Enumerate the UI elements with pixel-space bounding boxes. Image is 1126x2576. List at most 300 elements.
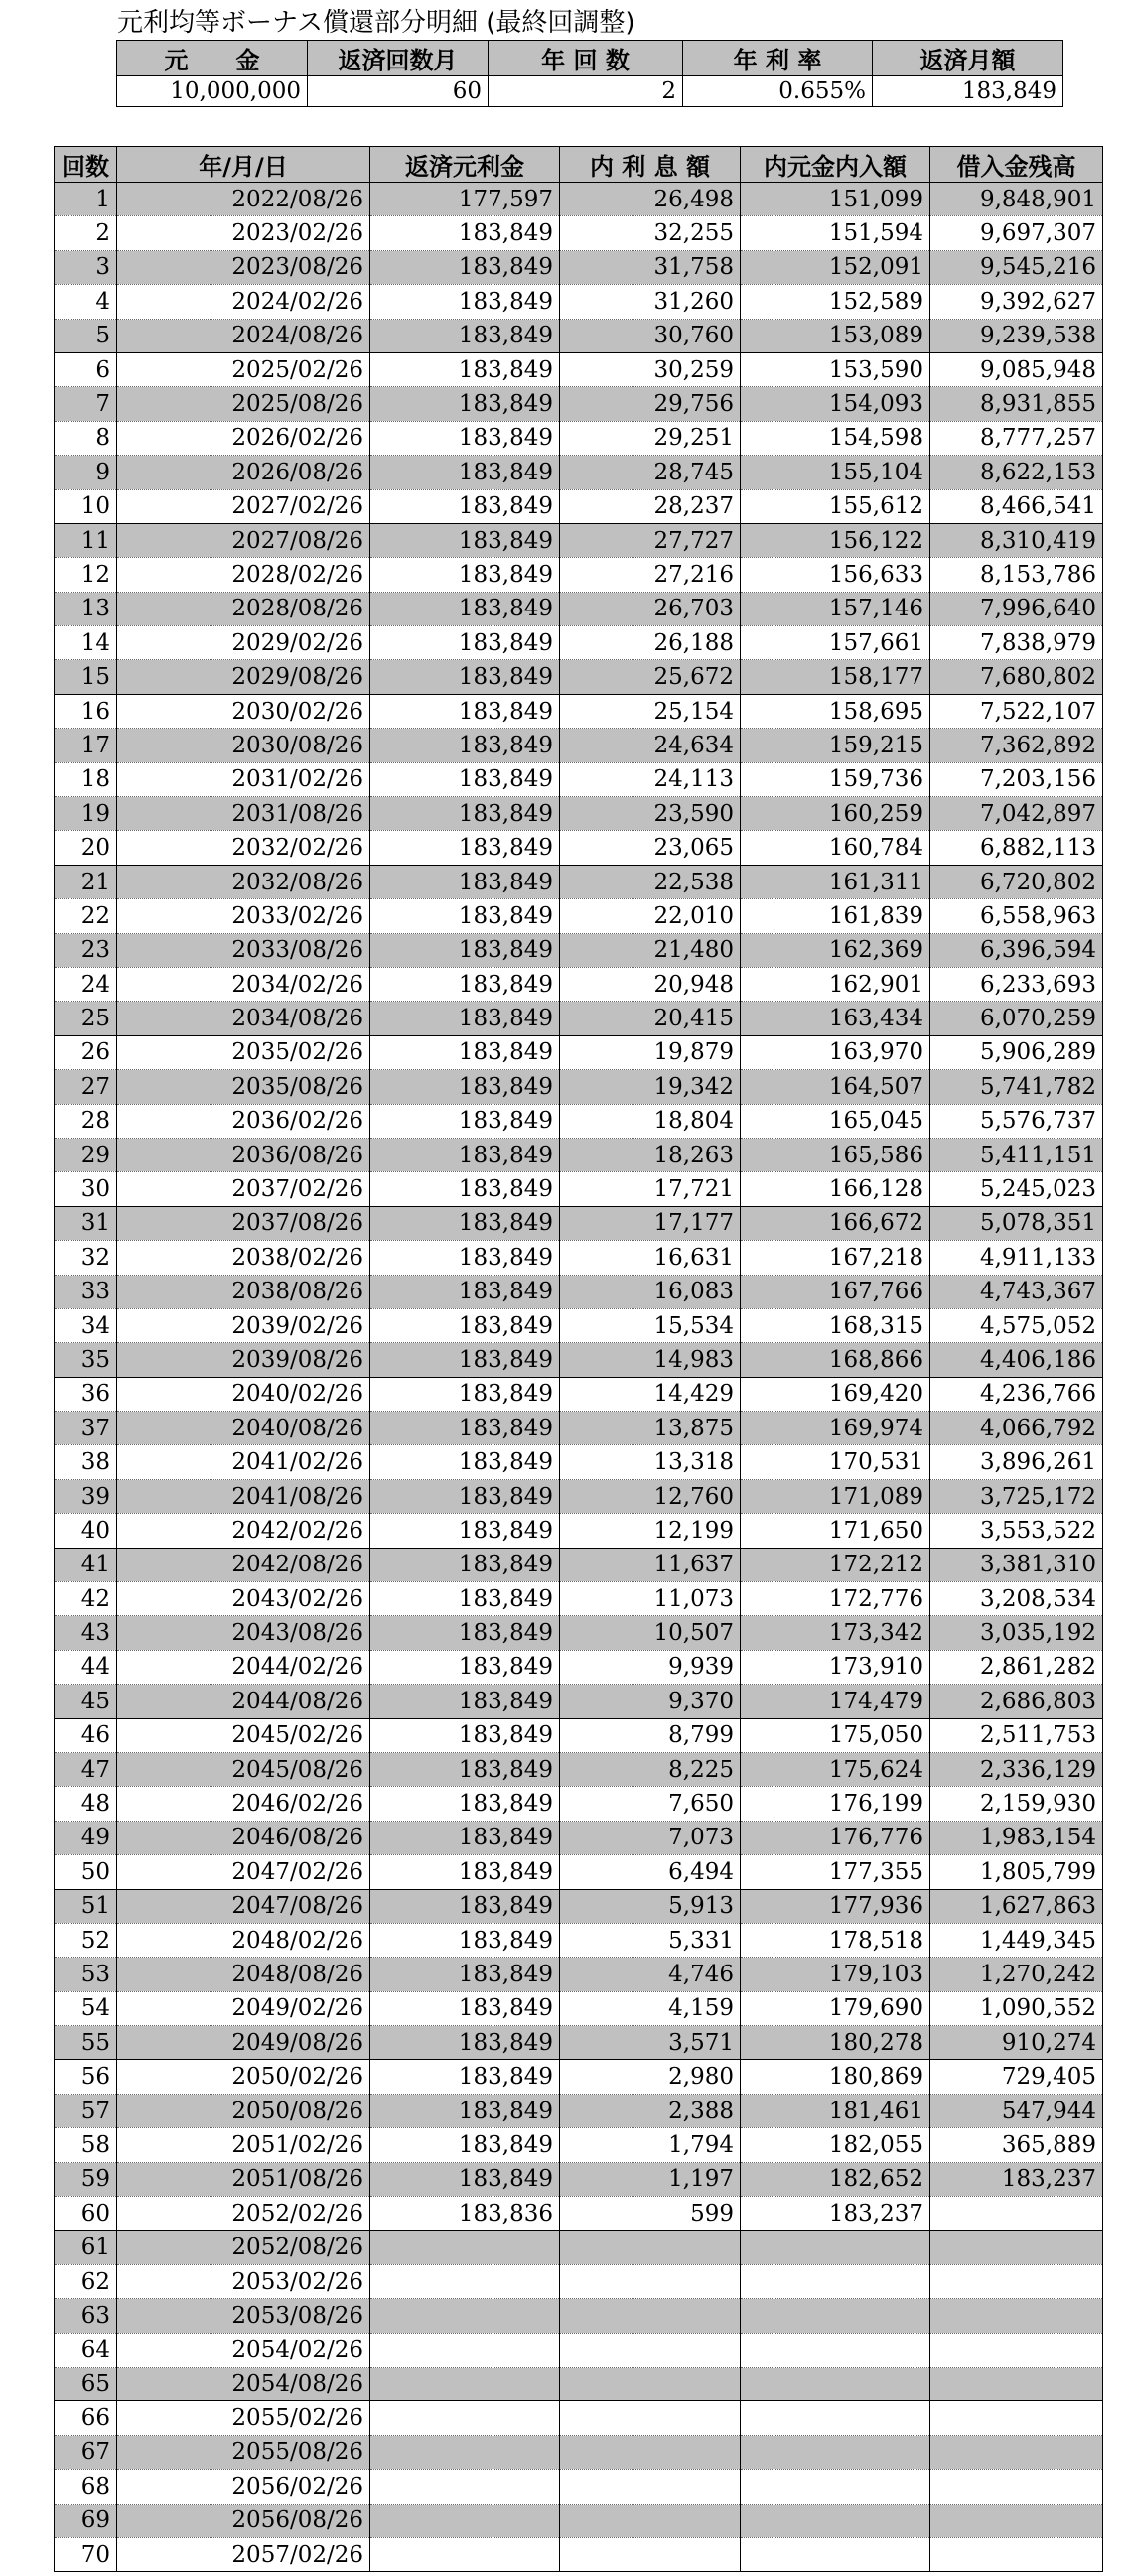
row-date: 2031/08/26 <box>117 797 370 831</box>
row-payment: 183,849 <box>370 729 560 762</box>
row-date: 2038/02/26 <box>117 1241 370 1275</box>
row-principal: 176,776 <box>741 1821 930 1854</box>
table-row <box>55 250 1103 284</box>
row-balance: 2,159,930 <box>930 1787 1103 1821</box>
row-payment: 183,849 <box>370 1275 560 1308</box>
row-balance: 365,889 <box>930 2128 1103 2162</box>
row-payment <box>370 2401 560 2435</box>
summary-header-payment: 返済月額 <box>873 41 1063 76</box>
table-row <box>55 1616 1103 1650</box>
row-interest <box>560 2470 741 2504</box>
table-row <box>55 2299 1103 2333</box>
row-payment: 183,849 <box>370 2162 560 2196</box>
row-balance: 6,070,259 <box>930 1002 1103 1035</box>
row-date: 2044/08/26 <box>117 1685 370 1718</box>
table-row <box>55 2231 1103 2264</box>
row-balance: 1,805,799 <box>930 1855 1103 1889</box>
row-number: 46 <box>55 1718 117 1752</box>
row-principal: 162,369 <box>741 933 930 967</box>
row-interest: 6,494 <box>560 1855 741 1889</box>
row-balance: 4,575,052 <box>930 1308 1103 1342</box>
row-balance: 4,743,367 <box>930 1275 1103 1308</box>
table-row <box>55 1787 1103 1821</box>
summary-header-principal: 元 金 <box>117 41 308 76</box>
row-balance: 183,237 <box>930 2162 1103 2196</box>
row-balance: 7,680,802 <box>930 660 1103 694</box>
row-balance: 6,558,963 <box>930 899 1103 933</box>
row-date: 2024/08/26 <box>117 319 370 352</box>
row-balance <box>930 2368 1103 2401</box>
row-interest: 23,590 <box>560 797 741 831</box>
row-number: 3 <box>55 250 117 284</box>
row-principal: 161,311 <box>741 865 930 898</box>
row-principal: 182,652 <box>741 2162 930 2196</box>
row-principal <box>741 2333 930 2367</box>
row-balance: 4,406,186 <box>930 1343 1103 1377</box>
row-payment: 183,849 <box>370 1377 560 1411</box>
row-balance: 1,270,242 <box>930 1958 1103 1991</box>
row-balance: 4,911,133 <box>930 1241 1103 1275</box>
row-payment: 183,836 <box>370 2197 560 2231</box>
row-principal <box>741 2435 930 2469</box>
row-principal: 162,901 <box>741 967 930 1001</box>
table-row <box>55 2060 1103 2094</box>
row-date: 2039/02/26 <box>117 1308 370 1342</box>
row-date: 2025/08/26 <box>117 387 370 421</box>
table-row <box>55 2162 1103 2196</box>
row-principal: 154,093 <box>741 387 930 421</box>
row-balance <box>930 2435 1103 2469</box>
row-principal: 179,690 <box>741 1991 930 2025</box>
table-row <box>55 1821 1103 1854</box>
row-number: 32 <box>55 1241 117 1275</box>
row-interest: 4,159 <box>560 1991 741 2025</box>
row-date: 2039/08/26 <box>117 1343 370 1377</box>
row-balance: 4,236,766 <box>930 1377 1103 1411</box>
row-payment: 183,849 <box>370 933 560 967</box>
row-payment: 183,849 <box>370 1821 560 1854</box>
row-principal: 158,177 <box>741 660 930 694</box>
row-principal: 155,104 <box>741 456 930 489</box>
row-interest: 2,980 <box>560 2060 741 2094</box>
row-principal <box>741 2264 930 2298</box>
row-date: 2055/08/26 <box>117 2435 370 2469</box>
row-date: 2044/02/26 <box>117 1650 370 1684</box>
row-payment: 183,849 <box>370 387 560 421</box>
row-number: 24 <box>55 967 117 1001</box>
table-row <box>55 1275 1103 1308</box>
row-date: 2042/02/26 <box>117 1514 370 1548</box>
row-balance: 5,411,151 <box>930 1138 1103 1171</box>
header-payment: 返済元利金 <box>370 147 560 183</box>
row-principal: 167,218 <box>741 1241 930 1275</box>
row-payment: 183,849 <box>370 1650 560 1684</box>
table-row <box>55 729 1103 762</box>
row-number: 44 <box>55 1650 117 1684</box>
row-payment: 183,849 <box>370 1070 560 1104</box>
row-balance: 7,203,156 <box>930 762 1103 796</box>
table-row <box>55 1958 1103 1991</box>
row-interest: 24,113 <box>560 762 741 796</box>
row-principal <box>741 2231 930 2264</box>
row-number: 7 <box>55 387 117 421</box>
row-balance: 547,944 <box>930 2094 1103 2127</box>
row-interest: 31,260 <box>560 285 741 319</box>
summary-count: 60 <box>308 76 489 107</box>
table-row <box>55 1343 1103 1377</box>
row-number: 69 <box>55 2504 117 2537</box>
row-number: 29 <box>55 1138 117 1171</box>
table-row <box>55 2026 1103 2060</box>
row-date: 2029/02/26 <box>117 626 370 660</box>
row-date: 2026/08/26 <box>117 456 370 489</box>
table-row <box>55 660 1103 694</box>
row-interest: 1,794 <box>560 2128 741 2162</box>
row-interest: 4,746 <box>560 1958 741 1991</box>
row-balance: 5,741,782 <box>930 1070 1103 1104</box>
row-payment <box>370 2264 560 2298</box>
summary-payment: 183,849 <box>873 76 1063 107</box>
row-balance: 6,396,594 <box>930 933 1103 967</box>
summary-value-row <box>117 76 1063 107</box>
row-interest: 18,804 <box>560 1104 741 1138</box>
row-principal: 165,045 <box>741 1104 930 1138</box>
row-date: 2049/08/26 <box>117 2026 370 2060</box>
row-principal: 173,342 <box>741 1616 930 1650</box>
row-balance: 8,153,786 <box>930 558 1103 592</box>
row-date: 2036/02/26 <box>117 1104 370 1138</box>
row-balance <box>930 2537 1103 2571</box>
row-number: 1 <box>55 183 117 216</box>
table-row <box>55 456 1103 489</box>
row-date: 2040/08/26 <box>117 1412 370 1445</box>
row-principal: 176,199 <box>741 1787 930 1821</box>
row-principal: 172,776 <box>741 1582 930 1616</box>
row-balance <box>930 2231 1103 2264</box>
row-date: 2026/02/26 <box>117 421 370 455</box>
row-interest: 28,237 <box>560 489 741 523</box>
row-principal: 178,518 <box>741 1923 930 1957</box>
row-interest <box>560 2264 741 2298</box>
row-principal: 166,672 <box>741 1206 930 1240</box>
table-row <box>55 1685 1103 1718</box>
row-balance: 9,697,307 <box>930 216 1103 250</box>
row-balance <box>930 2470 1103 2504</box>
row-payment: 183,849 <box>370 2026 560 2060</box>
row-date: 2041/02/26 <box>117 1445 370 1479</box>
row-payment: 183,849 <box>370 489 560 523</box>
row-number: 59 <box>55 2162 117 2196</box>
row-principal: 175,050 <box>741 1718 930 1752</box>
row-number: 66 <box>55 2401 117 2435</box>
table-row <box>55 1035 1103 1069</box>
row-balance: 910,274 <box>930 2026 1103 2060</box>
row-interest: 24,634 <box>560 729 741 762</box>
row-date: 2030/08/26 <box>117 729 370 762</box>
row-number: 6 <box>55 352 117 386</box>
row-interest: 599 <box>560 2197 741 2231</box>
row-number: 61 <box>55 2231 117 2264</box>
row-payment: 183,849 <box>370 694 560 728</box>
row-payment: 183,849 <box>370 1445 560 1479</box>
row-principal: 179,103 <box>741 1958 930 1991</box>
row-number: 28 <box>55 1104 117 1138</box>
row-interest: 28,745 <box>560 456 741 489</box>
row-interest: 20,948 <box>560 967 741 1001</box>
row-balance <box>930 2333 1103 2367</box>
row-principal: 152,091 <box>741 250 930 284</box>
row-principal: 169,974 <box>741 1412 930 1445</box>
row-payment: 183,849 <box>370 831 560 865</box>
row-principal: 180,869 <box>741 2060 930 2094</box>
row-payment: 183,849 <box>370 1923 560 1957</box>
row-principal <box>741 2368 930 2401</box>
row-payment: 183,849 <box>370 1958 560 1991</box>
row-date: 2032/02/26 <box>117 831 370 865</box>
table-row <box>55 558 1103 592</box>
row-date: 2029/08/26 <box>117 660 370 694</box>
row-number: 55 <box>55 2026 117 2060</box>
row-balance: 8,310,419 <box>930 523 1103 557</box>
row-number: 41 <box>55 1548 117 1581</box>
row-interest <box>560 2435 741 2469</box>
table-row <box>55 1206 1103 1240</box>
row-principal: 153,089 <box>741 319 930 352</box>
row-principal: 156,122 <box>741 523 930 557</box>
row-date: 2031/02/26 <box>117 762 370 796</box>
row-interest: 2,388 <box>560 2094 741 2127</box>
row-number: 25 <box>55 1002 117 1035</box>
row-principal: 166,128 <box>741 1172 930 1206</box>
table-row <box>55 2264 1103 2298</box>
row-payment: 183,849 <box>370 865 560 898</box>
row-payment: 183,849 <box>370 352 560 386</box>
table-row <box>55 967 1103 1001</box>
row-number: 68 <box>55 2470 117 2504</box>
row-interest: 25,672 <box>560 660 741 694</box>
row-payment: 183,849 <box>370 216 560 250</box>
row-principal: 175,624 <box>741 1752 930 1786</box>
row-interest: 16,083 <box>560 1275 741 1308</box>
row-principal: 170,531 <box>741 1445 930 1479</box>
repayment-schedule-table <box>54 146 1103 2572</box>
row-payment <box>370 2470 560 2504</box>
row-interest: 7,650 <box>560 1787 741 1821</box>
row-payment: 183,849 <box>370 762 560 796</box>
table-row <box>55 2504 1103 2537</box>
row-balance: 9,239,538 <box>930 319 1103 352</box>
table-row <box>55 1070 1103 1104</box>
table-row <box>55 865 1103 898</box>
row-interest: 12,199 <box>560 1514 741 1548</box>
table-row <box>55 1479 1103 1513</box>
row-interest: 17,721 <box>560 1172 741 1206</box>
row-principal: 168,866 <box>741 1343 930 1377</box>
row-payment <box>370 2333 560 2367</box>
row-number: 53 <box>55 1958 117 1991</box>
row-payment: 183,849 <box>370 797 560 831</box>
table-row <box>55 592 1103 625</box>
row-balance: 5,576,737 <box>930 1104 1103 1138</box>
row-balance: 5,906,289 <box>930 1035 1103 1069</box>
row-date: 2057/02/26 <box>117 2537 370 2571</box>
summary-rate: 0.655% <box>683 76 873 107</box>
row-number: 8 <box>55 421 117 455</box>
row-payment: 183,849 <box>370 1035 560 1069</box>
row-date: 2051/02/26 <box>117 2128 370 2162</box>
row-number: 58 <box>55 2128 117 2162</box>
row-balance: 1,627,863 <box>930 1889 1103 1923</box>
row-payment: 183,849 <box>370 1855 560 1889</box>
row-interest: 26,188 <box>560 626 741 660</box>
row-balance: 6,720,802 <box>930 865 1103 898</box>
row-principal: 159,736 <box>741 762 930 796</box>
row-interest: 15,534 <box>560 1308 741 1342</box>
row-interest: 27,216 <box>560 558 741 592</box>
row-date: 2046/02/26 <box>117 1787 370 1821</box>
table-row <box>55 1923 1103 1957</box>
row-balance <box>930 2299 1103 2333</box>
row-principal: 171,650 <box>741 1514 930 1548</box>
row-number: 30 <box>55 1172 117 1206</box>
row-date: 2052/08/26 <box>117 2231 370 2264</box>
row-interest: 9,939 <box>560 1650 741 1684</box>
row-payment: 183,849 <box>370 1991 560 2025</box>
row-balance: 7,838,979 <box>930 626 1103 660</box>
row-number: 45 <box>55 1685 117 1718</box>
row-payment <box>370 2231 560 2264</box>
row-number: 12 <box>55 558 117 592</box>
table-row <box>55 797 1103 831</box>
table-row <box>55 2368 1103 2401</box>
row-date: 2047/08/26 <box>117 1889 370 1923</box>
row-number: 33 <box>55 1275 117 1308</box>
row-payment: 183,849 <box>370 1241 560 1275</box>
row-number: 49 <box>55 1821 117 1854</box>
table-row <box>55 285 1103 319</box>
row-balance: 1,983,154 <box>930 1821 1103 1854</box>
row-payment: 183,849 <box>370 1308 560 1342</box>
row-number: 15 <box>55 660 117 694</box>
row-principal: 152,589 <box>741 285 930 319</box>
row-principal <box>741 2470 930 2504</box>
table-row <box>55 1752 1103 1786</box>
row-interest: 26,703 <box>560 592 741 625</box>
row-number: 38 <box>55 1445 117 1479</box>
row-interest: 5,913 <box>560 1889 741 1923</box>
row-payment: 183,849 <box>370 1582 560 1616</box>
row-payment: 183,849 <box>370 1206 560 1240</box>
header-balance: 借入金残高 <box>930 147 1103 183</box>
row-number: 52 <box>55 1923 117 1957</box>
row-balance: 7,042,897 <box>930 797 1103 831</box>
row-balance: 1,090,552 <box>930 1991 1103 2025</box>
row-interest: 14,429 <box>560 1377 741 1411</box>
row-date: 2050/02/26 <box>117 2060 370 2094</box>
row-date: 2025/02/26 <box>117 352 370 386</box>
row-balance: 1,449,345 <box>930 1923 1103 1957</box>
row-payment: 183,849 <box>370 285 560 319</box>
row-number: 31 <box>55 1206 117 1240</box>
row-balance: 2,336,129 <box>930 1752 1103 1786</box>
row-date: 2030/02/26 <box>117 694 370 728</box>
row-principal: 177,936 <box>741 1889 930 1923</box>
row-payment: 183,849 <box>370 1479 560 1513</box>
row-number: 56 <box>55 2060 117 2094</box>
row-interest: 13,875 <box>560 1412 741 1445</box>
row-principal: 160,784 <box>741 831 930 865</box>
row-number: 34 <box>55 1308 117 1342</box>
row-number: 65 <box>55 2368 117 2401</box>
header-interest: 内 利 息 額 <box>560 147 741 183</box>
table-row <box>55 1514 1103 1548</box>
row-number: 21 <box>55 865 117 898</box>
row-date: 2023/08/26 <box>117 250 370 284</box>
row-payment: 183,849 <box>370 1002 560 1035</box>
row-date: 2052/02/26 <box>117 2197 370 2231</box>
row-number: 40 <box>55 1514 117 1548</box>
row-interest <box>560 2299 741 2333</box>
row-number: 17 <box>55 729 117 762</box>
row-number: 26 <box>55 1035 117 1069</box>
row-balance: 7,996,640 <box>930 592 1103 625</box>
row-payment: 183,849 <box>370 2094 560 2127</box>
row-number: 36 <box>55 1377 117 1411</box>
row-number: 2 <box>55 216 117 250</box>
row-balance: 8,622,153 <box>930 456 1103 489</box>
row-payment: 183,849 <box>370 523 560 557</box>
table-row <box>55 1548 1103 1581</box>
row-payment: 183,849 <box>370 1787 560 1821</box>
row-payment: 177,597 <box>370 183 560 216</box>
row-date: 2054/08/26 <box>117 2368 370 2401</box>
row-payment <box>370 2435 560 2469</box>
row-interest <box>560 2504 741 2537</box>
row-payment: 183,849 <box>370 1548 560 1581</box>
row-interest: 13,318 <box>560 1445 741 1479</box>
row-balance: 4,066,792 <box>930 1412 1103 1445</box>
row-balance: 9,545,216 <box>930 250 1103 284</box>
row-interest: 30,760 <box>560 319 741 352</box>
table-row <box>55 387 1103 421</box>
table-row <box>55 1002 1103 1035</box>
row-date: 2055/02/26 <box>117 2401 370 2435</box>
row-interest: 5,331 <box>560 1923 741 1957</box>
row-balance: 9,848,901 <box>930 183 1103 216</box>
row-payment <box>370 2504 560 2537</box>
row-number: 70 <box>55 2537 117 2571</box>
row-number: 42 <box>55 1582 117 1616</box>
row-number: 27 <box>55 1070 117 1104</box>
row-date: 2048/08/26 <box>117 1958 370 1991</box>
row-balance: 3,553,522 <box>930 1514 1103 1548</box>
table-row <box>55 523 1103 557</box>
row-interest: 26,498 <box>560 183 741 216</box>
table-row <box>55 762 1103 796</box>
row-principal: 160,259 <box>741 797 930 831</box>
row-principal: 180,278 <box>741 2026 930 2060</box>
row-balance: 5,078,351 <box>930 1206 1103 1240</box>
row-payment: 183,849 <box>370 1412 560 1445</box>
row-principal: 173,910 <box>741 1650 930 1684</box>
row-payment: 183,849 <box>370 1685 560 1718</box>
row-date: 2053/08/26 <box>117 2299 370 2333</box>
table-row <box>55 2470 1103 2504</box>
row-number: 39 <box>55 1479 117 1513</box>
row-number: 13 <box>55 592 117 625</box>
table-row <box>55 1991 1103 2025</box>
row-principal: 151,594 <box>741 216 930 250</box>
